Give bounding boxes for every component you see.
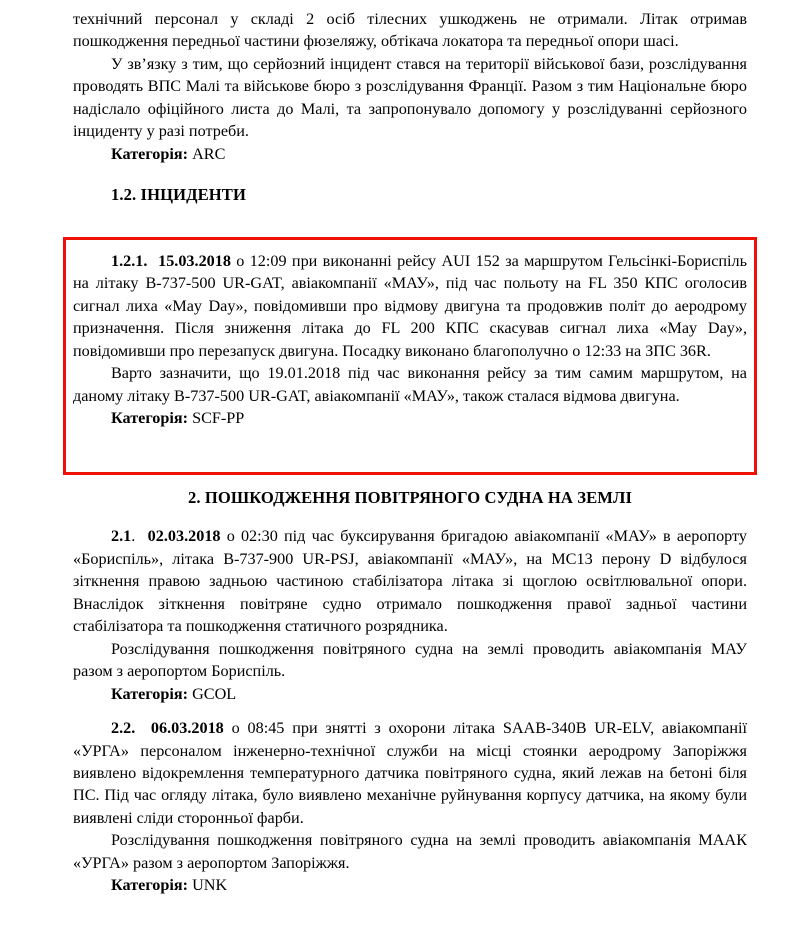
- top-text-region: [73, 8, 747, 207]
- heading-ground-damage: 2. ПОШКОДЖЕННЯ ПОВІТРЯНОГО СУДНА НА ЗЕМЛІ: [187, 488, 633, 507]
- paragraph-investigation-mali: У зв’язку з тим, що серйозний інцидент стався на території військової бази, розслідування проводять ВПС Малі та військове бюро з розслідування Франції. Разом з тим Національне бюро надіслало офіційного листа до Малі, та запропонувало допомогу у розслідуванні серйозного інциденту у разі потреби.: [73, 54, 747, 141]
- category-value: GCOL: [192, 684, 237, 703]
- category-line-scfpp: [73, 407, 747, 429]
- category-label: Категорія:: [111, 409, 189, 428]
- heading-incidents: 1.2. ІНЦИДЕНТИ: [111, 185, 246, 205]
- incident-body: о 02:30 під час буксирування бригадою авіакомпанії «МАУ» в аеропорту «Бориспіль», літака В-737-900 UR-PSJ, авіакомпанії «МАУ», на МС13 перону D відбулося зіткнення правою задньою частиною стабілізатора літака зі щоглою освітлювальної опори. Внаслідок зіткнення повітряне судно отримало пошкодження правої задньої частини стабілізатора та пошкодження статичного розрядника.: [73, 527, 747, 636]
- category-label: Категорія:: [111, 684, 189, 703]
- paragraph-incident-2-2: [73, 717, 747, 829]
- paragraph-continuation: технічний персонал у складі 2 осіб тілесних ушкоджень не отримали. Літак отримав пошкодження передньої частини фюзеляжу, обтікача локатора та передньої опори шасі.: [73, 10, 747, 51]
- paragraph-incident-1-2-1-note: Варто зазначити, що 19.01.2018 під час виконання рейсу за тим самим маршрутом, на даному літаку В-737-500 UR-GAT, авіакомпанії «МАУ», також сталася відмова двигуна.: [73, 364, 747, 405]
- incident-date: 02.03.2018: [147, 527, 221, 546]
- highlighted-incident-block: [73, 250, 747, 430]
- incident-date: 06.03.2018: [150, 719, 224, 738]
- bottom-text-region: [73, 487, 747, 897]
- category-label: Категорія:: [111, 144, 189, 163]
- incident-number: 2.1: [111, 527, 132, 546]
- spacer: [73, 165, 747, 184]
- incident-number: 1.2.1.: [111, 252, 148, 270]
- category-value: UNK: [192, 876, 228, 895]
- incident-number: 2.2.: [111, 719, 136, 738]
- spacer: [73, 509, 747, 525]
- category-value: SCF-PP: [192, 409, 245, 428]
- incident-number-suffix: .: [131, 527, 136, 546]
- category-line-unk: [73, 874, 747, 896]
- incident-date: 15.03.2018: [158, 252, 231, 270]
- paragraph-incident-1-2-1: [73, 250, 747, 362]
- paragraph-incident-2-1: [73, 525, 747, 637]
- category-value: ARC: [192, 144, 226, 163]
- category-line-gcol: [73, 683, 747, 705]
- incident-body: о 08:45 при знятті з охорони літака SAAB-340B UR-ELV, авіакомпанії «УРГА» персоналом інженерно-технічної служби на місці стоянки аеродрому Запоріжжя виявлено відокремлення температурного датчика повітряного судна, який лежав на бетоні біля ПС. Під час огляду літака, було виявлено механічне руйнування корпусу датчика, на якому були виявлені сліди сторонньої фарби.: [73, 719, 748, 827]
- paragraph-investigation-2-1: Розслідування пошкодження повітряного судна на землі проводить авіакомпанія МАУ разом з аеропортом Бориспіль.: [73, 639, 747, 681]
- category-label: Категорія:: [111, 876, 189, 895]
- spacer: [73, 705, 747, 717]
- paragraph-investigation-2-2: Розслідування пошкодження повітряного судна на землі проводить авіакомпанія МААК «УРГА» разом з аеропортом Запоріжжя.: [73, 831, 747, 872]
- incident-body: о 12:09 при виконанні рейсу AUI 152 за маршрутом Гельсінкі-Бориспіль на літаку В-737-500 UR-GAT, авіакомпанії «МАУ», під час польоту на FL 350 КПС оголосив сигнал лиха «May Day», повідомивши про відмову двигуна та продовжив політ до аеродрому призначення. Після зниження літака до FL 200 КПС скасував сигнал лиха «May Day», повідомивши про перезапуск двигуна. Посадку виконано благополучно о 12:33 на ЗПС 36R.: [73, 252, 747, 360]
- category-line-arc: [73, 143, 747, 165]
